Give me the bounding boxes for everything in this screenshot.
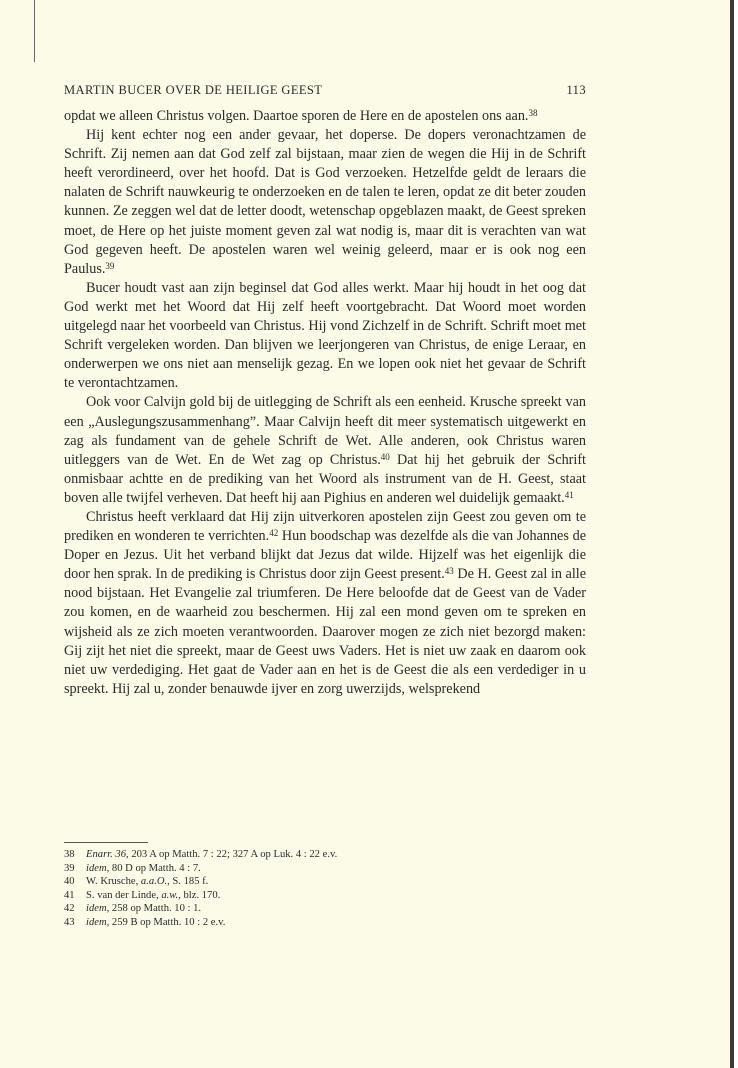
text-segment: blz. 170. <box>180 889 221 901</box>
text-segment: Hij kent echter nog een ander gevaar, het doperse. De dopers veronachtzamen de Schrift. Zij nemen aan dat God zelf zal bijstaan, maar zien de wegen die Hij in de Schrift heeft verordineerd, over het hoofd. Dat is God verzoeken. Hetzelfde geldt de leraars die nalaten de Schrift nauwkeurig te onderzoeken en de talen te leren, opdat ze dit beter zouden kunnen. Ze zeggen wel dat de letter doodt, wetenschap opgeblazen maakt, de Geest spreken moet, de Here op het juiste moment geven zal wat nodig is, maar dit is verachten van wat God gegeven heeft. De apostelen waren wel weinig geleerd, maar er is ook nog een Paulus. <box>64 127 586 277</box>
italic-text: idem, <box>86 903 110 915</box>
text-segment: 80 D op Matth. 4 : 7. <box>109 862 201 874</box>
text-segment: Ook voor Calvijn gold bij de uitlegging de Schrift als een eenheid. Krusche spreekt van een „Auslegungszusammenhang”. Maar Calvijn heeft dit meer systematisch uitgewerkt en zag als fundament van de gehele Schrift de Wet. Alle anderen, ook Christus waren uitleggers van de Wet. En de Wet zag op Christus. <box>64 394 586 468</box>
body-text <box>64 107 586 699</box>
italic-text: a.w., <box>161 889 181 901</box>
footnote <box>64 862 586 876</box>
paragraph <box>64 126 586 279</box>
text-segment: Christus heeft verklaard dat Hij zijn uitverkoren apostelen zijn Geest zou geven om te prediken en wonderen te verrichten. <box>64 508 586 545</box>
footnote <box>64 916 586 930</box>
paragraph <box>64 107 586 126</box>
text-segment: W. Krusche, <box>86 876 141 888</box>
footnote-ref: 42 <box>269 528 279 539</box>
text-segment: De H. Geest zal in alle nood bijstaan. Het Evangelie zal triumferen. De Here beloofde dat de Geest van de Vader zou komen, en de waarheid zou beschermen. Hij zal een mond geven om te spreken en wijsheid als ze zich moeten verantwoorden. Daarover mogen ze zich niet bezorgd maken: Gij zijt het niet die spreekt, maar de Geest uws Vaders. Het is niet uw zaak en daarom ook niet uw verdediging. Het gaat de Vader aan en het is de Geest die als een verdediger in u spreekt. Hij zal u, zonder benauwde ijver en zorg uwerzijds, welsprekend <box>64 566 586 697</box>
text-segment: S. 185 f. <box>169 876 209 888</box>
text-segment: Dat hij het gebruik der Schrift onmisbaar achtte en de prediking van het Woord als instrument van de H. Geest, staat boven alle twijfel verheven. Dat heeft hij aan Pighius en anderen wel duidelijk gemaakt. <box>64 451 586 506</box>
footnote-number: 38 <box>64 849 75 860</box>
scan-right-edge <box>730 0 734 1068</box>
text-segment: 258 op Matth. 10 : 1. <box>109 903 202 915</box>
footnote-text <box>86 902 586 916</box>
footnote-text <box>86 889 586 903</box>
text-segment: opdat we alleen Christus volgen. Daartoe sporen de Here en de apostelen ons aan. <box>64 108 529 124</box>
page-number: 113 <box>566 83 586 97</box>
scan-edge-line <box>34 0 35 62</box>
running-header <box>64 83 586 98</box>
footnotes <box>64 848 586 930</box>
footnote-number: 43 <box>64 916 75 928</box>
footnote <box>64 902 586 916</box>
footnote-ref: 39 <box>105 260 115 271</box>
footnote <box>64 889 586 903</box>
italic-text: a.a.O., <box>140 876 170 888</box>
footnote <box>64 848 586 862</box>
footnote-number: 42 <box>64 903 75 915</box>
footnote-number: 41 <box>64 889 75 901</box>
paragraph <box>64 393 586 508</box>
text-segment: 259 B op Matth. 10 : 2 e.v. <box>109 916 226 928</box>
footnote-ref: 40 <box>380 451 390 462</box>
text-segment: Bucer houdt vast aan zijn beginsel dat God alles werkt. Maar hij houdt in het oog dat God werkt met het Woord dat Hij zelf heeft voortgebracht. Dat Woord moet worden uitgelegd naar het voorbeeld van Christus. Hij vond Zichzelf in de Schrift. Schrift moet met Schrift vergeleken worden. Dan blijven we leerjongeren van Christus, de enige Leraar, en onderwerpen we ons niet aan menselijk gezag. En we lopen ook niet het gevaar de Schrift te verontachtzamen. <box>64 279 586 392</box>
footnote <box>64 875 586 889</box>
text-segment: S. van der Linde, <box>86 889 162 901</box>
footnote-number: 40 <box>64 876 75 888</box>
footnote-ref: 43 <box>444 566 454 577</box>
paragraph <box>64 279 586 394</box>
text-segment: 203 A op Matth. 7 : 22; 327 A op Luk. 4 : 22 e.v. <box>128 849 338 860</box>
footnote-ref: 38 <box>528 108 538 118</box>
footnote-ref: 41 <box>564 489 574 500</box>
text-segment: Hun boodschap was dezelfde als die van Johannes de Doper en Jezus. Uit het verband blijkt dat Jezus dat wilde. Hijzelf was het eigenlijk die door hen sprak. In de prediking is Christus door zijn Geest present. <box>64 528 586 583</box>
running-title: MARTIN BUCER OVER DE HEILIGE GEEST <box>64 83 323 97</box>
footnote-text <box>86 848 586 862</box>
paragraph <box>64 508 586 699</box>
footnote-text <box>86 862 586 876</box>
footnote-text <box>86 916 586 930</box>
italic-text: idem, <box>86 862 110 874</box>
footnote-text <box>86 875 586 889</box>
italic-text: idem, <box>86 916 110 928</box>
footnote-rule <box>64 842 148 843</box>
footnote-number: 39 <box>64 862 75 874</box>
italic-text: Enarr. 36, <box>86 849 129 860</box>
